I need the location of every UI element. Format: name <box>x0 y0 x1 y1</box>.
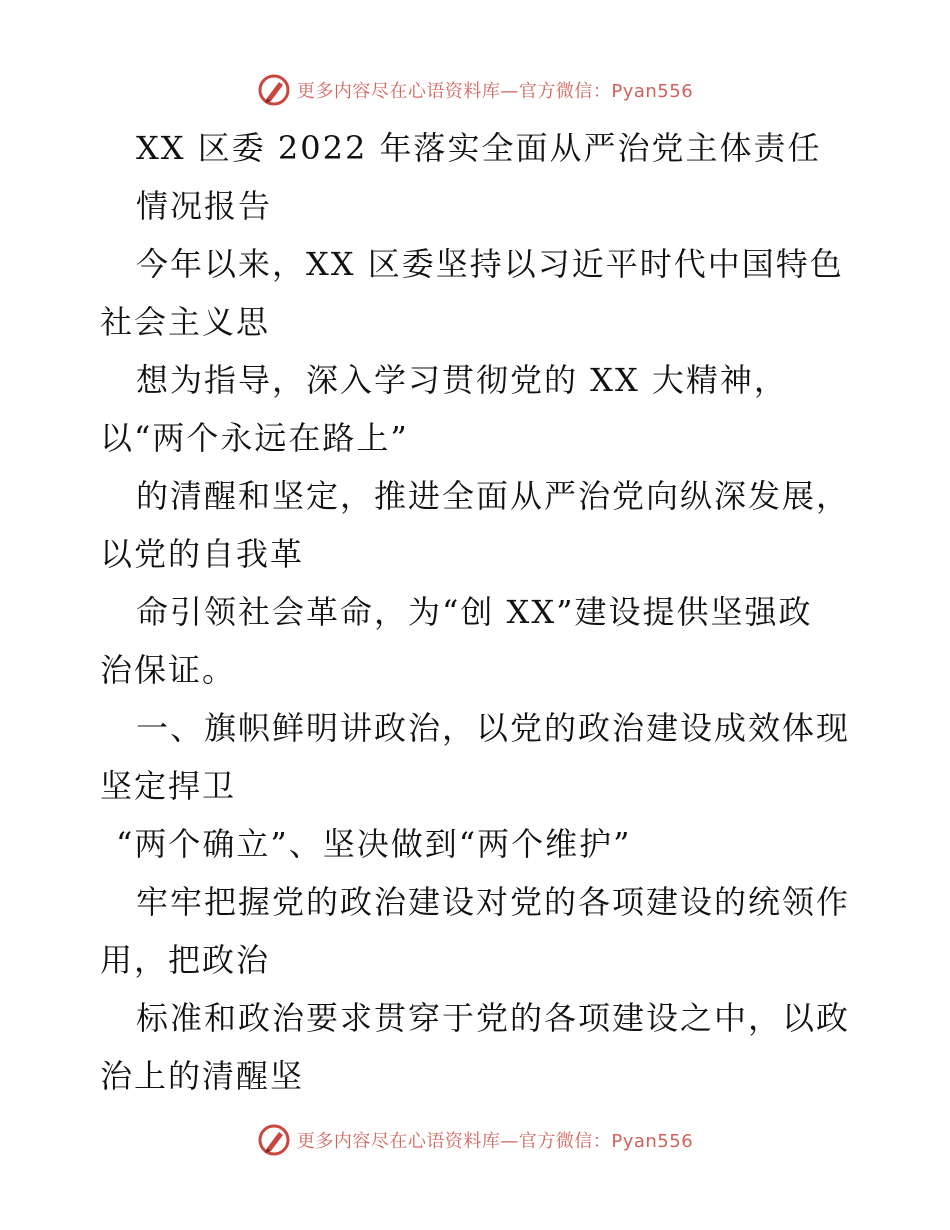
paragraph-line: 治保证。 <box>100 651 237 689</box>
paragraph-line: 以“两个永远在路上” <box>100 419 409 457</box>
paragraph-line: 的清醒和坚定，推进全面从严治党向纵深发展， <box>136 477 851 515</box>
paragraph-line: 想为指导，深入学习贯彻党的 XX 大精神， <box>136 361 788 399</box>
paragraph-line: 标准和政治要求贯穿于党的各项建设之中，以政 <box>136 999 851 1037</box>
document-title-line-1: XX 区委 2022 年落实全面从严治党主体责任 <box>136 129 822 167</box>
paragraph-line: 以党的自我革 <box>100 535 305 573</box>
paragraph-line: 今年以来，XX 区委坚持以习近平时代中国特色 <box>136 245 844 283</box>
paragraph-line: 用，把政治 <box>100 941 271 979</box>
pen-logo-icon <box>257 1123 291 1157</box>
paragraph-line: 社会主义思 <box>100 303 271 341</box>
section-heading-line: 坚定捍卫 <box>100 767 237 805</box>
paragraph-line: 牢牢把握党的政治建设对党的各项建设的统领作 <box>136 883 851 921</box>
section-heading-line: “两个确立”、坚决做到“两个维护” <box>116 825 632 863</box>
paragraph-line: 治上的清醒坚 <box>100 1057 305 1095</box>
footer-watermark <box>0 1120 950 1160</box>
document-title-line-2: 情况报告 <box>136 187 273 225</box>
watermark-text: 更多内容尽在心语资料库—官方微信：Pyan556 <box>296 1131 694 1152</box>
paragraph-line: 命引领社会革命，为“创 XX”建设提供坚强政 <box>136 593 813 631</box>
section-heading-line: 一、旗帜鲜明讲政治，以党的政治建设成效体现 <box>136 709 851 747</box>
watermark-text: 更多内容尽在心语资料库—官方微信：Pyan556 <box>296 81 694 102</box>
